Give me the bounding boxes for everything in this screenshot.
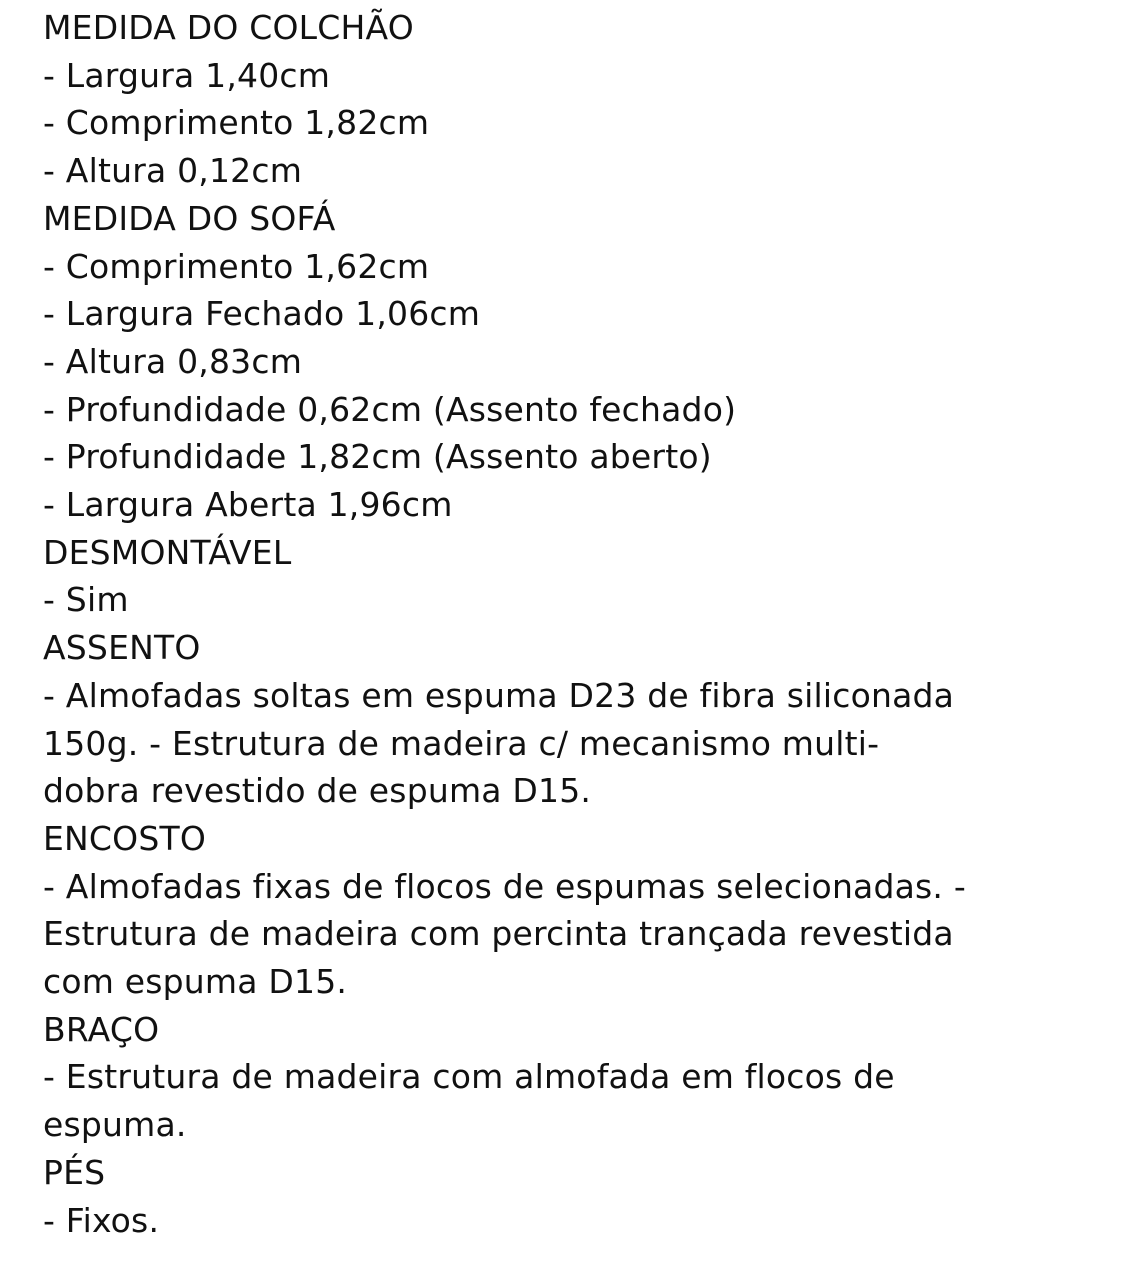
spec-line: - Estrutura de madeira com almofada em flocos de <box>43 1057 895 1097</box>
spec-line: com espuma D15. <box>43 962 348 1002</box>
spec-line: - Comprimento 1,62cm <box>43 246 430 286</box>
spec-line: - Profundidade 1,82cm (Assento aberto) <box>43 437 712 477</box>
spec-line: 150g. - Estrutura de madeira c/ mecanismo multi- <box>43 723 880 763</box>
spec-line: - Largura Fechado 1,06cm <box>43 294 481 334</box>
spec-line: - Altura 0,83cm <box>43 341 303 381</box>
spec-line: - Comprimento 1,82cm <box>43 103 430 143</box>
spec-line: - Fixos. <box>43 1200 160 1240</box>
product-spec-text <box>43 4 1103 1244</box>
spec-line: - Profundidade 0,62cm (Assento fechado) <box>43 389 737 429</box>
section-heading: ENCOSTO <box>43 818 207 858</box>
spec-line: - Largura 1,40cm <box>43 55 331 95</box>
section-heading: PÉS <box>43 1152 106 1192</box>
section-heading: MEDIDA DO SOFÁ <box>43 198 336 238</box>
section-heading: ASSENTO <box>43 628 201 668</box>
section-heading: DESMONTÁVEL <box>43 532 292 572</box>
spec-line: Estrutura de madeira com percinta trançada revestida <box>43 914 954 954</box>
spec-line: - Sim <box>43 580 129 620</box>
spec-line: - Altura 0,12cm <box>43 151 303 191</box>
spec-line: - Almofadas soltas em espuma D23 de fibra siliconada <box>43 675 955 715</box>
spec-line: - Almofadas fixas de flocos de espumas selecionadas. - <box>43 866 966 906</box>
spec-line: espuma. <box>43 1105 187 1145</box>
spec-line: - Largura Aberta 1,96cm <box>43 485 453 525</box>
spec-line: dobra revestido de espuma D15. <box>43 771 592 811</box>
section-heading: BRAÇO <box>43 1009 160 1049</box>
section-heading: MEDIDA DO COLCHÃO <box>43 8 414 47</box>
